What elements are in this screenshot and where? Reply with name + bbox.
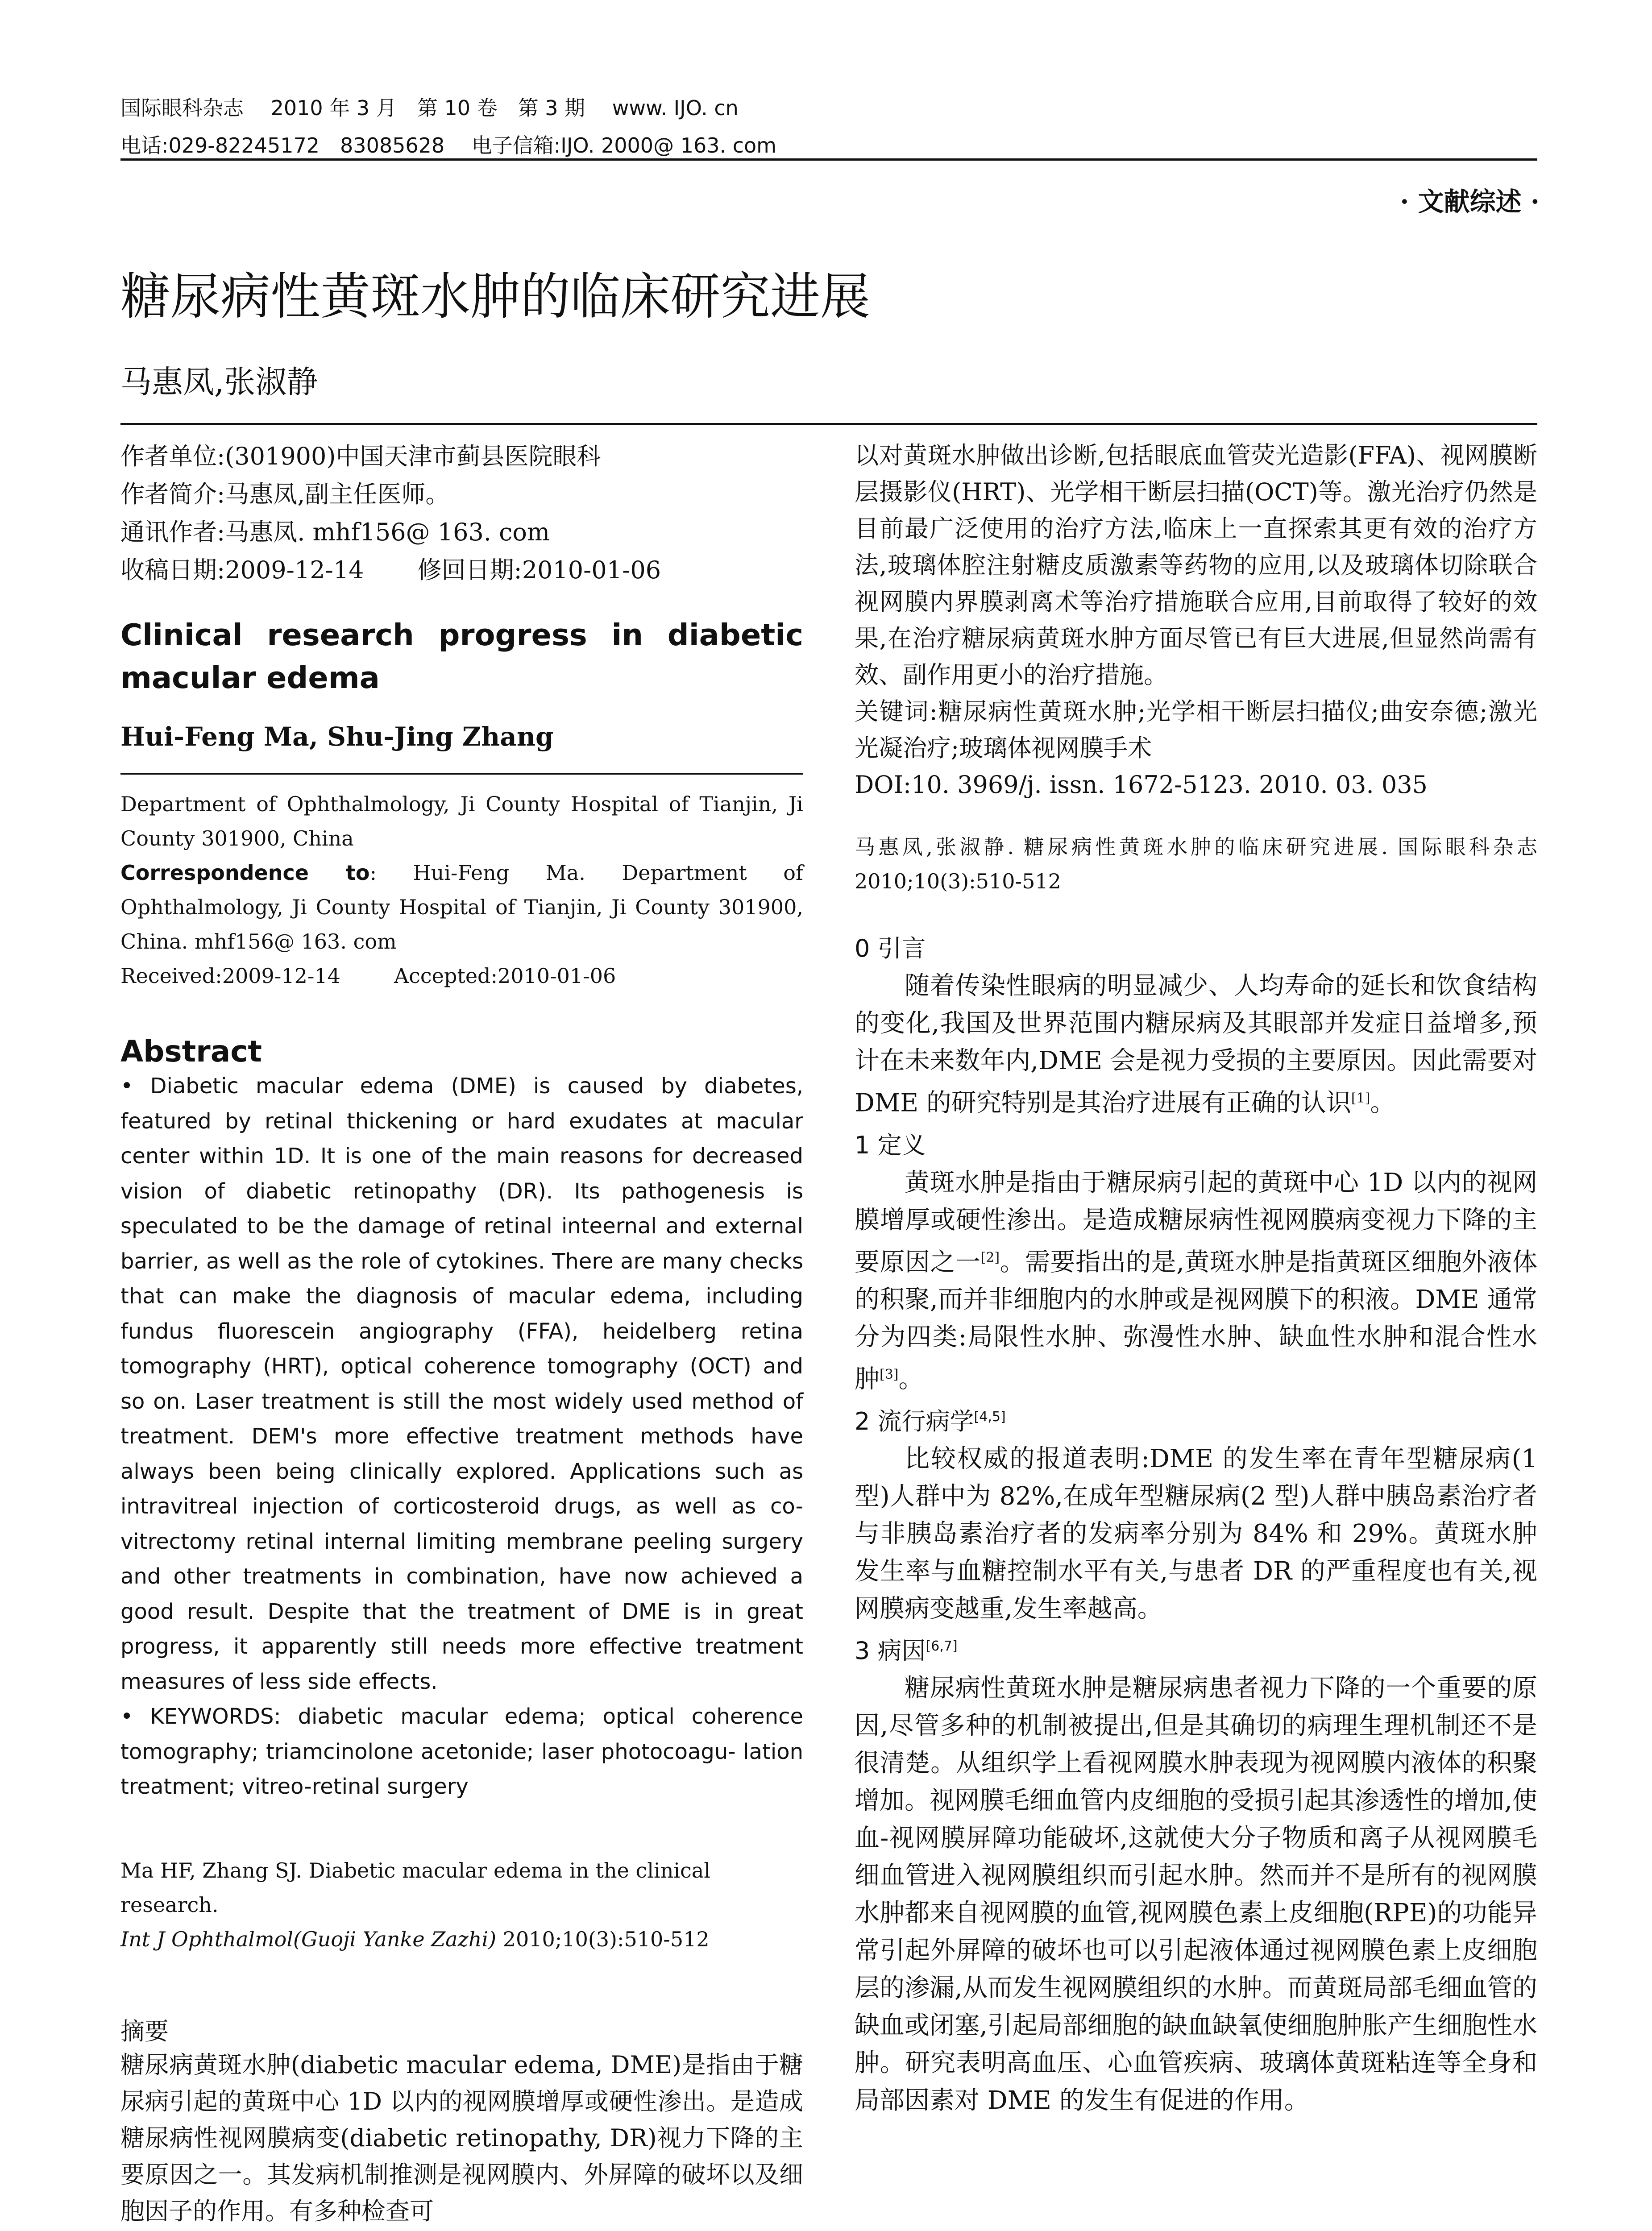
abstract-zh-heading: 摘要 <box>120 2017 169 2045</box>
abstract-text: • Diabetic macular edema (DME) is caused by diabetes, featured by retinal thickening or hard exudates at macular center within 1D. It is one of the main reasons for decreased vision of diabetic retinopathy (DR). Its pathogenesis is speculated to be the damage of retinal inteernal and external barrier, as well as the role of cytokines. There are many checks that can make the diagnosis of macular edema, including fundus fluorescein angiography (FFA), heidelberg retina tomography (HRT), optical coherence tomography (OCT) and so on. Laser treatment is still the most widely used method of treatment. DEM's more effective treatment methods have always been being clinically explored. Applications such as intravitreal injection of corticosteroid drugs, as well as co-vitrectomy retinal internal limiting membrane peeling surgery and other treatments in combination, have now achieved a good result. Despite that the treatment of DME is in great progress, it apparently still needs more effective treatment measures of less side effects. <box>120 1074 803 1694</box>
affiliation-rule <box>120 773 803 775</box>
abstract-zh-text-part1: 糖尿病黄斑水肿(diabetic macular edema, DME)是指由于糖尿病引起的黄斑中心 1D 以内的视网膜增厚或硬性渗出。是造成糖尿病性视网膜病变(diabetic retinopathy, DR)视力下降的主要原因之一。其发病机制推测是视网膜内、外屏障的破坏以及细胞因子的作用。有多种检查可 <box>120 2050 803 2225</box>
correspondence-label: Correspondence to <box>120 861 370 885</box>
section-heading: 1 定义 <box>855 1131 926 1159</box>
article-title-en: Clinical research progress in diabetic macular edema <box>120 618 803 695</box>
department-en: Department of Ophthalmology, Ji County Hospital of Tianjin, Ji County 301900, China <box>120 792 803 850</box>
section-heading: 2 流行病学[4,5] <box>855 1407 1006 1435</box>
authors-en: Hui-Feng Ma, Shu-Jing Zhang <box>120 722 554 752</box>
received-date-zh: 收稿日期:2009-12-14 <box>120 556 364 584</box>
received-date-en: Received:2009-12-14 <box>120 964 340 988</box>
section-2 <box>855 1398 1537 1628</box>
keywords-zh <box>855 693 1537 767</box>
revised-date-zh: 修回日期:2010-01-06 <box>417 556 661 584</box>
correspondence-en <box>120 856 803 959</box>
abstract-zh-text-part2: 以对黄斑水肿做出诊断,包括眼底血管荧光造影(FFA)、视网膜断层摄影仪(HRT)、光学相干断层扫描(OCT)等。激光治疗仍然是目前最广泛使用的治疗方法,临床上一直探索其更有效的治疗方法,玻璃体腔注射糖皮质激素等药物的应用,以及玻璃体切除联合视网膜内界膜剥离术等治疗措施联合应用,目前取得了较好的效果,在治疗糖尿病黄斑水肿方面尽管已有巨大进展,但显然尚需有效、副作用更小的治疗措施。 <box>855 441 1537 689</box>
article-title-zh: 糖尿病性黄斑水肿的临床研究进展 <box>120 268 870 326</box>
corresponding-author: 通讯作者:马惠凤. mhf156@ 163. com <box>120 518 550 546</box>
title-rule <box>120 423 1537 425</box>
citation-journal: Int J Ophthalmol(Guoji Yanke Zazhi) <box>120 1927 497 1951</box>
citation-zh: 马惠凤,张淑静. 糖尿病性黄斑水肿的临床研究进展. 国际眼科杂志 2010;10(3):510-512 <box>855 835 1537 893</box>
journal-header-line2: 电话:029-82245172 83085628 电子信箱:IJO. 2000@ 163. com <box>120 133 776 158</box>
header-rule <box>120 158 1537 161</box>
section-heading: 3 病因[6,7] <box>855 1636 958 1665</box>
author-unit: 作者单位:(301900)中国天津市蓟县医院眼科 <box>120 442 601 470</box>
dates-en <box>120 959 803 993</box>
section-paragraph: 糖尿病性黄斑水肿是糖尿病患者视力下降的一个重要的原因,尽管多种的机制被提出,但是其确切的病理生理机制还不是很清楚。从组织学上看视网膜水肿表现为视网膜内液体的积聚增加。视网膜毛细血管内皮细胞的受损引起其渗透性的增加,使血-视网膜屏障功能破坏,这就使大分子物质和离子从视网膜毛细血管进入视网膜组织而引起水肿。然而并不是所有的视网膜水肿都来自视网膜的血管,视网膜色素上皮细胞(RPE)的功能异常引起外屏障的破坏也可以引起液体通过视网膜色素上皮细胞层的渗漏,从而发生视网膜组织的水肿。而黄斑局部毛细血管的缺血或闭塞,引起局部细胞的缺血缺氧使细胞肿胀产生细胞性水肿。研究表明高血压、心血管疾病、玻璃体黄斑粘连等全身和局部因素对 DME 的发生有促进的作用。 <box>855 1673 1537 2115</box>
correspondence-text: : Hui-Feng Ma. Department of Ophthalmology, Ji County Hospital of Tianjin, Ji County 301900, China. mhf156@ 163. com <box>120 861 803 954</box>
keywords-en: • KEYWORDS: diabetic macular edema; optical coherence tomography; triamcinolone acetonide; laser photocoagu- lation treatment; vitreo-retinal surgery <box>120 1704 803 1799</box>
doi: DOI:10. 3969/j. issn. 1672-5123. 2010. 03. 035 <box>855 771 1428 799</box>
section-heading: 0 引言 <box>855 934 926 962</box>
left-column <box>120 437 803 2230</box>
section-paragraph: 黄斑水肿是指由于糖尿病引起的黄斑中心 1D 以内的视网膜增厚或硬性渗出。是造成糖尿病性视网膜病变视力下降的主要原因之一[2]。需要指出的是,黄斑水肿是指黄斑区细胞外液体的积聚,而并非细胞内的水肿或是视网膜下的积液。DME 通常分为四类:局限性水肿、弥漫性水肿、缺血性水肿和混合性水肿[3]。 <box>855 1168 1538 1394</box>
section-paragraph: 随着传染性眼病的明显减少、人均寿命的延长和饮食结构的变化,我国及世界范围内糖尿病及其眼部并发症日益增多,预计在未来数年内,DME 会是视力受损的主要原因。因此需要对 DME 的研究特别是其治疗进展有正确的认识[1]。 <box>855 971 1537 1118</box>
abstract-heading: Abstract <box>120 1034 262 1069</box>
affiliation-en <box>120 787 803 993</box>
citation-volume: 2010;10(3):510-512 <box>496 1927 710 1951</box>
citation-en-line2 <box>120 1922 803 1957</box>
right-column <box>855 437 1537 2119</box>
authors-zh: 马惠凤,张淑静 <box>120 364 318 400</box>
article-meta <box>120 437 803 589</box>
body-sections <box>855 925 1537 2119</box>
citation-en <box>120 1854 803 1957</box>
column-label: · 文献综述 · <box>1400 187 1540 217</box>
section-3 <box>855 1628 1537 2119</box>
section-0 <box>855 925 1537 1122</box>
keywords-zh-label: 关键词 <box>855 697 930 726</box>
section-1 <box>855 1122 1537 1398</box>
citation-en-line1: Ma HF, Zhang SJ. Diabetic macular edema in the clinical research. <box>120 1858 710 1917</box>
dates-zh <box>120 551 803 589</box>
keywords-zh-text: :糖尿病性黄斑水肿;光学相干断层扫描仪;曲安奈德;激光光凝治疗;玻璃体视网膜手术 <box>855 697 1538 762</box>
section-paragraph: 比较权威的报道表明:DME 的发生率在青年型糖尿病(1 型)人群中为 82%,在成年型糖尿病(2 型)人群中胰岛素治疗者与非胰岛素治疗者的发病率分别为 84% 和 29%。黄斑水肿发生率与血糖控制水平有关,与患者 DR 的严重程度也有关,视网膜病变越重,发生率越高。 <box>855 1444 1537 1623</box>
accepted-date-en: Accepted:2010-01-06 <box>394 964 616 988</box>
journal-header <box>120 89 776 164</box>
author-bio: 作者简介:马惠凤,副主任医师。 <box>120 480 450 508</box>
journal-header-line1: 国际眼科杂志 2010 年 3 月 第 10 卷 第 3 期 www. IJO. cn <box>120 96 739 120</box>
